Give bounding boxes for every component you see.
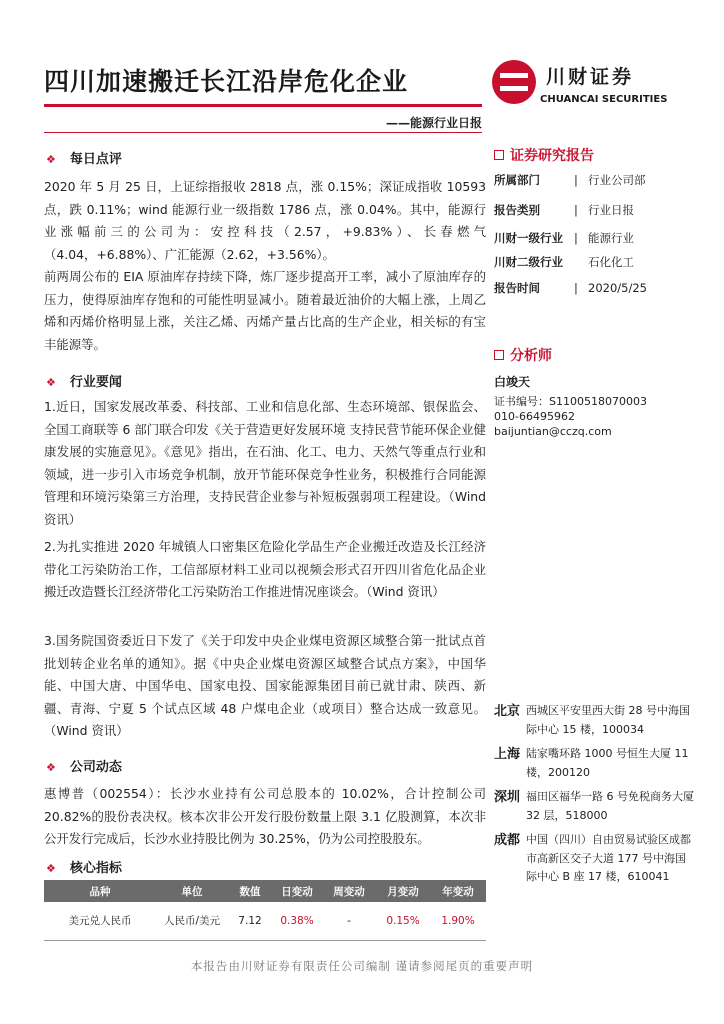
company-logo — [492, 58, 668, 110]
report-info-heading: 证券研究报告 — [494, 145, 594, 165]
page-footer-disclaimer: 本报告由川财证券有限责任公司编制 谨请参阅尾页的重要声明 — [190, 959, 534, 973]
table-row — [44, 902, 486, 940]
table-cell: 人民币/美元 — [156, 902, 228, 940]
analyst-cert: 证书编号：S1100518070003 — [494, 395, 647, 408]
checkbox-square-icon — [494, 150, 504, 160]
report-info-row-date: 报告时间 | 2020/5/25 — [494, 281, 647, 295]
diamond-bullet-icon: ❖ — [46, 376, 56, 389]
industry-news-item-2: 2.为扎实推进 2020 年城镇人口密集区危险化学品生产企业搬迁改造及长江经济带化工污染防治工作，工信部原材料工业司以视频会形式召开四川省危化品企业搬迁改造暨长江经济带化工污染防治工作推进情况座谈会。（Wind 资讯） — [44, 539, 486, 600]
table-cell: 7.12 — [228, 902, 272, 940]
office-address: 西城区平安里西大街 28 号中海国际中心 15 楼，100034 — [526, 704, 690, 736]
analyst-phone: 010-66495962 — [494, 410, 575, 423]
office-city: 成都 — [494, 833, 521, 848]
office-city: 深圳 — [494, 790, 521, 805]
subtitle-rule — [44, 132, 482, 133]
analyst-name: 白竣天 — [494, 375, 531, 389]
table-cell: 0.15% — [376, 902, 430, 940]
table-header-cell: 数值 — [228, 880, 272, 902]
analyst-heading: 分析师 — [494, 345, 552, 365]
logo-mark-icon — [492, 60, 536, 104]
diamond-bullet-icon: ❖ — [46, 761, 56, 774]
diamond-bullet-icon: ❖ — [46, 153, 56, 166]
office-address: 陆家嘴环路 1000 号恒生大厦 11 楼，200120 — [526, 747, 689, 779]
section-heading-company-news: ❖ 公司动态 — [46, 760, 122, 775]
report-info-row-category: 报告类别 | 行业日报 — [494, 203, 634, 217]
table-header-cell: 月变动 — [376, 880, 430, 902]
office-address: 中国（四川）自由贸易试验区成都市高新区交子大道 177 号中海国际中心 B 座 17 楼，610041 — [526, 833, 691, 883]
checkbox-square-icon — [494, 350, 504, 360]
table-cell: 美元兑人民币 — [44, 902, 156, 940]
report-title: 四川加速搬迁长江沿岸危化企业 — [44, 67, 409, 96]
industry-news-item-1: 1.近日，国家发展改革委、科技部、工业和信息化部、生态环境部、银保监会、全国工商联等 6 部门联合印发《关于营造更好发展环境 支持民营节能环保企业健康发展的实施意见》。《意见》指出，在石油、化工、电力、天然气等重点行业和领域，进一步引入市场竞争机制，放开节能环保竞争性业务，积极推行合同能源管理和环境污染第三方治理，支持民营企业参与补短板强弱项工程建设。（Wind 资讯） — [44, 399, 486, 527]
section-heading-industry-news: ❖ 行业要闻 — [46, 375, 122, 390]
table-header-cell: 品种 — [44, 880, 156, 902]
industry-news-item-3: 3.国务院国资委近日下发了《关于印发中央企业煤电资源区域整合第一批试点首批划转企业名单的通知》。据《中央企业煤电资源区域整合试点方案》，中国华能、中国大唐、中国华电、国家电投、国家能源集团目前已就甘肃、陕西、新疆、青海、宁夏 5 个试点区域 48 户煤电企业（或项目）整合达成一致意见。（Wind 资讯） — [44, 633, 486, 739]
section-heading-daily-comment: ❖ 每日点评 — [46, 152, 122, 167]
table-header-cell: 周变动 — [322, 880, 376, 902]
office-city: 上海 — [494, 747, 521, 762]
analyst-email[interactable]: baijuntian@cczq.com — [494, 425, 612, 438]
report-info-row-industry-2: 川财二级行业 石化化工 — [494, 255, 634, 269]
daily-comment-paragraph-1: 2020 年 5 月 25 日，上证综指报收 2818 点，涨 0.15%；深证成指收 10593 点，跌 0.11%；wind 能源行业一级指数 1786 点，涨 0.04%。其中，能源行业涨幅前三的公司为：安控科技（2.57，+9.83%）、长春燃气（4.04，+6.88%）、广汇能源（2.62，+3.56%）。 — [44, 179, 486, 262]
logo-text-en: CHUANCAI SECURITIES — [540, 94, 668, 105]
table-cell: - — [322, 902, 376, 940]
office-city: 北京 — [494, 704, 521, 719]
company-news-paragraph: 惠博普（002554）：长沙水业持有公司总股本的 10.02%，合计控制公司 20.82%的股份表决权。核本次非公开发行股份数量上限 3.1 亿股测算，本次非公开发行完成后，长沙水业持股比例为 30.25%，仍为公司控股股东。 — [44, 786, 486, 847]
daily-comment-paragraph-2: 前两周公布的 EIA 原油库存持续下降，炼厂逐步提高开工率，减小了原油库存的压力，使得原油库存饱和的可能性明显减小。随着最近油价的大幅上涨，上周乙烯和丙烯价格明显上涨，关注乙烯、丙烯产量占比高的生产企业，相关标的有宝丰能源等。 — [44, 269, 486, 352]
table-cell: 0.38% — [272, 902, 322, 940]
table-header-cell: 日变动 — [272, 880, 322, 902]
logo-text-cn: 川财证券 — [546, 66, 635, 88]
table-header-cell: 单位 — [156, 880, 228, 902]
section-heading-core-indicators: ❖ 核心指标 — [46, 861, 122, 876]
title-rule — [44, 104, 482, 107]
report-info-row-department: 所属部门 | 行业公司部 — [494, 173, 646, 187]
table-header-row — [44, 880, 486, 902]
table-cell: 1.90% — [430, 902, 486, 940]
core-indicators-table — [44, 880, 486, 941]
office-address: 福田区福华一路 6 号免税商务大厦 32 层，518000 — [526, 790, 694, 822]
diamond-bullet-icon: ❖ — [46, 862, 56, 875]
table-header-cell: 年变动 — [430, 880, 486, 902]
report-subtitle: ——能源行业日报 — [385, 116, 482, 130]
report-info-row-industry-1: 川财一级行业 | 能源行业 — [494, 231, 634, 245]
